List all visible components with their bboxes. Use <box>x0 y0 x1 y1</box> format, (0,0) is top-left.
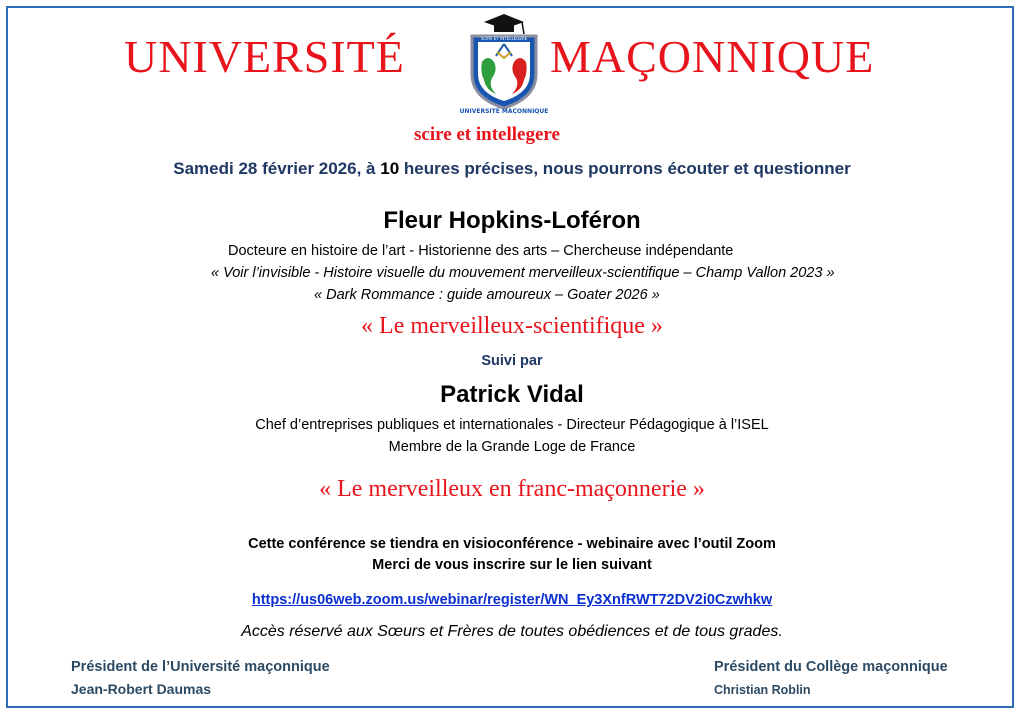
speaker2-name: Patrick Vidal <box>440 381 584 408</box>
speaker1-book2: « Dark Rommance : guide amoureux – Goater 2026 » <box>314 287 660 303</box>
access-note: Accès réservé aux Sœurs et Frères de toutes obédiences et de tous grades. <box>241 623 783 640</box>
conference-info: Cette conférence se tiendra en visioconférence - webinaire avec l’outil Zoom <box>248 536 776 552</box>
zoom-registration-link[interactable]: https://us06web.zoom.us/webinar/register/WN_Ey3XnfRWT72DV2i0Czwhkw <box>251 592 773 608</box>
motto: scire et intellegere <box>414 124 560 145</box>
speaker2-talk-title: « Le merveilleux en franc-maçonnerie » <box>319 476 705 502</box>
speaker1-book1: « Voir l’invisible - Histoire visuelle du mouvement merveilleux-scientifique – Champ Vallon 2023 » <box>211 265 835 281</box>
title-universite: UNIVERSITÉ <box>124 31 405 82</box>
footer-right-name: Christian Roblin <box>714 683 811 697</box>
announcement-date: Samedi 28 février 2026, à <box>173 159 381 178</box>
crest-ribbon-text: SCIRE ET INTELLEGERE <box>480 36 528 41</box>
university-crest-logo <box>458 12 550 114</box>
footer-left-name: Jean-Robert Daumas <box>71 681 212 697</box>
announcement <box>0 159 1024 179</box>
crest-caption-text: UNIVERSITÉ MAÇONNIQUE <box>459 108 549 114</box>
speaker1-talk-title: « Le merveilleux-scientifique » <box>361 313 663 339</box>
footer-left-title: Président de l’Université maçonnique <box>71 659 330 675</box>
speaker2-title: Chef d’entreprises publiques et internationales - Directeur Pédagogique à l’ISEL <box>255 417 769 433</box>
announcement-rest: heures précises, nous pourrons écouter et questionner <box>399 159 851 178</box>
register-instruction: Merci de vous inscrire sur le lien suivant <box>372 557 652 573</box>
speaker1-title: Docteure en histoire de l’art - Historienne des arts – Chercheuse indépendante <box>228 243 734 259</box>
footer-right-title: Président du Collège maçonnique <box>714 659 948 675</box>
speaker1-name: Fleur Hopkins-Loféron <box>383 207 641 234</box>
speaker2-affiliation: Membre de la Grande Loge de France <box>388 439 636 455</box>
title-maconnique: MAÇONNIQUE <box>550 31 875 82</box>
followed-by: Suivi par <box>481 353 543 369</box>
announcement-hour: 10 <box>380 159 400 178</box>
